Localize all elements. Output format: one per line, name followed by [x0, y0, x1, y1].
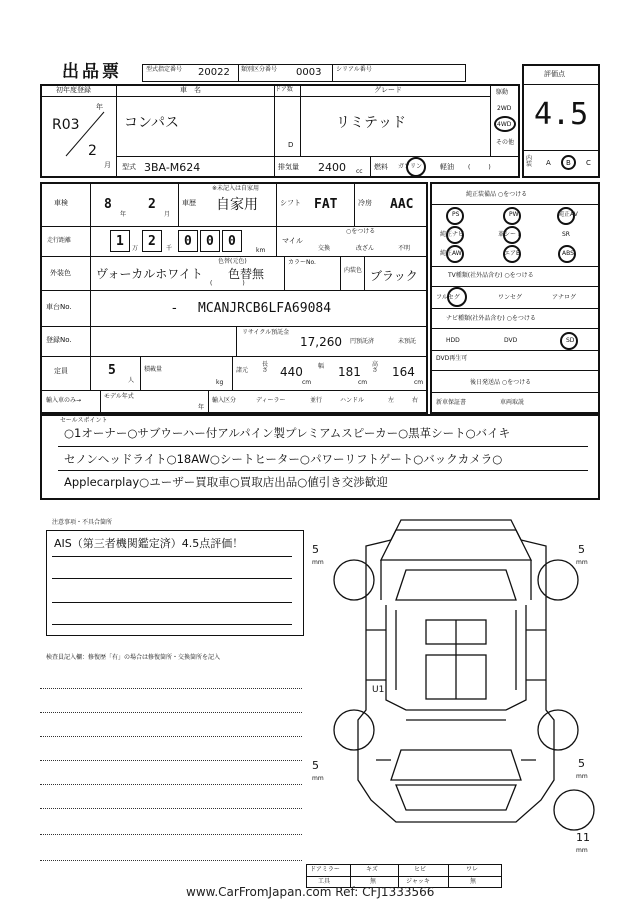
dims-label: 諸元 — [236, 367, 249, 374]
serial-label: シリアル番号 — [336, 66, 372, 73]
chassis-number: MCANJRCB6LFA69084 — [198, 301, 332, 316]
mileage-digit: 0 — [206, 234, 214, 249]
equip-abs: ABS — [562, 250, 574, 257]
equip-aw: 純正AW — [440, 250, 462, 257]
ac-label: 冷房 — [358, 199, 372, 207]
circle-note: ○をつける — [346, 228, 376, 235]
color-no-label: カラーNo. — [288, 259, 316, 266]
mm-unit: mm — [576, 773, 588, 780]
unknown-option: 不明 — [398, 245, 411, 252]
tv-oneseg: ワンセグ — [498, 294, 523, 301]
length-label: 長さ — [262, 361, 269, 374]
sales-line-2: セノンヘッドライト○18AW○シートヒーター○パワーリフトゲート○バックカメラ○ — [64, 452, 503, 466]
footer-crack: ヒビ — [414, 866, 427, 873]
interior-c: C — [586, 159, 591, 167]
color-paren: ( ) — [210, 280, 245, 287]
parallel-option: 並行 — [310, 397, 323, 404]
fuel-label: 燃料 — [374, 163, 388, 171]
navi-title: ナビ種類(社外品含む) ○をつける — [446, 315, 536, 322]
equip-airbag: エアB — [504, 250, 521, 257]
recycle-label: リサイクル預託金 — [242, 329, 290, 336]
inspection-box — [40, 182, 428, 414]
first-reg-month: 2 — [88, 143, 97, 159]
equip-airbag-circle — [503, 245, 521, 263]
dealer-option: ディーラー — [256, 397, 286, 404]
equip-ps: PS — [452, 211, 460, 218]
drive-other: その他 — [496, 139, 515, 146]
capacity-label: 定員 — [54, 367, 68, 375]
mileage-digit: 0 — [184, 234, 192, 249]
shaken-month-mark: 月 — [164, 211, 171, 218]
handle-right: 右 — [412, 397, 419, 404]
shaken-year: 8 — [104, 197, 112, 212]
shift-label: シフト — [280, 199, 301, 207]
grade: リミテッド — [336, 115, 406, 131]
equip-leather-circle — [503, 226, 521, 244]
interior-b: B — [566, 159, 571, 167]
score-value: 4.5 — [534, 97, 589, 132]
interior-color: ブラック — [370, 269, 418, 283]
handle-label: ハンドル — [340, 397, 365, 404]
history: 自家用 — [216, 197, 258, 213]
mile-label: マイル — [282, 237, 303, 245]
footer-tools-value: 無 — [370, 878, 377, 885]
footer-tools: 工具 — [318, 878, 331, 885]
capacity: 5 — [108, 363, 116, 378]
after-warranty: 新車保証書 — [436, 399, 467, 406]
history-note: ※未記入は自家用 — [212, 185, 260, 192]
interior-color-label: 内装色 — [344, 267, 363, 274]
model-year-mark: 年 — [198, 404, 205, 411]
category-value: 0003 — [296, 67, 322, 78]
footer-jack-value: 無 — [470, 878, 477, 885]
after-title: 後日発送品 ○をつける — [470, 379, 532, 386]
length: 440 — [280, 365, 303, 379]
equip-av-circle — [557, 207, 575, 225]
fuel-diesel: 軽油 — [440, 163, 454, 171]
equip-av: 純正AV — [558, 211, 578, 218]
fuel-gasoline: ガソリン — [398, 163, 423, 170]
mileage-digit: 1 — [116, 234, 124, 249]
import-type-label: 輸入区分 — [212, 397, 237, 404]
recycle-unit: 円預託済 — [350, 338, 375, 345]
after-manual: 車両取説 — [500, 399, 525, 406]
mm-unit: mm — [576, 847, 588, 854]
watermark: www.CarFromJapan.com Ref: CFJ1333566 — [186, 885, 435, 899]
navi-dvd: DVD — [504, 337, 518, 344]
damage-mark-u1: U1 — [372, 685, 385, 695]
first-reg-year: R03 — [52, 117, 80, 133]
displacement: 2400 — [318, 161, 346, 174]
footer-break: ワレ — [466, 866, 479, 873]
sales-line-3: Applecarplay○ユーザー買取車○買取店出品○値引き交渉歓迎 — [64, 475, 388, 489]
score-label: 評価点 — [544, 70, 565, 78]
tv-fullseg: フルセグ — [436, 294, 460, 301]
sen-unit: 千 — [166, 245, 173, 252]
equip-sr: SR — [562, 231, 570, 238]
navi-sd-circle — [560, 332, 578, 350]
width: 181 — [338, 365, 361, 379]
drive-label: 駆動 — [496, 89, 509, 96]
tire-depth-fr: 5 — [578, 543, 585, 556]
category-label: 類別区分番号 — [241, 66, 278, 73]
equipment-title: 純正装備品 ○をつける — [466, 191, 528, 198]
mileage-digit: 0 — [228, 234, 236, 249]
month-mark: 月 — [104, 161, 111, 169]
kg-unit: kg — [216, 379, 224, 386]
model: 3BA-M624 — [144, 161, 201, 174]
import-label: 輸入車のみ→ — [46, 397, 82, 404]
tv-title: TV種類(社外品含む) ○をつける — [448, 272, 534, 279]
recycle-amount: 17,260 — [300, 335, 342, 349]
equip-ps-circle — [446, 207, 464, 225]
shaken-month: 2 — [148, 197, 156, 212]
sales-label: セールスポイント — [60, 417, 108, 424]
width-label: 幅 — [318, 363, 325, 370]
man-unit: 万 — [132, 245, 139, 252]
model-year-label: モデル年式 — [104, 393, 134, 400]
equip-leather: 革シート — [498, 231, 523, 238]
notes-label: 注意事項・不具合箇所 — [52, 519, 113, 526]
tampered-option: 改ざん — [356, 245, 375, 252]
fuel-paren: ( ) — [468, 164, 491, 171]
reg-label: 登録No. — [46, 336, 72, 344]
interior-b-circle — [561, 155, 576, 170]
inspector-label: 検査員記入欄：修復歴「有」の場合は修復箇所・交換箇所を記入 — [46, 654, 221, 661]
tv-analog: アナログ — [552, 294, 577, 301]
exterior: ヴォーカルホワイト — [96, 267, 203, 281]
km-unit: km — [256, 247, 266, 254]
interior-a: A — [546, 159, 551, 167]
tire-depth-rr: 5 — [578, 757, 585, 770]
mm-unit: mm — [312, 775, 324, 782]
footer-jack: ジャッキ — [406, 878, 430, 885]
car-name-label: 車 名 — [180, 86, 201, 94]
footer-mirror: ドアミラー — [310, 866, 340, 873]
drive-2wd: 2WD — [497, 105, 512, 112]
height: 164 — [392, 365, 415, 379]
height-label: 高さ — [372, 361, 379, 374]
cm-unit: cm — [302, 379, 312, 386]
color-change-label: 色替(元色) — [218, 258, 247, 265]
tire-depth-fl: 5 — [312, 543, 319, 556]
load-label: 積載量 — [144, 366, 163, 373]
mm-unit: mm — [312, 559, 324, 566]
equip-navi-circle — [446, 226, 464, 244]
diagonal-slash — [60, 110, 110, 160]
fuel-gasoline-circle — [406, 157, 426, 177]
drive-4wd-circle — [494, 116, 516, 132]
interior-label: 内装 — [526, 155, 533, 168]
person-unit: 人 — [128, 377, 135, 384]
model-cert-value: 20022 — [198, 67, 230, 78]
tire-depth-rl: 5 — [312, 759, 319, 772]
history-label: 車歴 — [182, 199, 196, 207]
tv-fullseg-circle — [447, 287, 467, 307]
equip-navi: 純正ナビ — [440, 231, 465, 238]
equip-abs-circle — [558, 245, 576, 263]
chassis-dash: - — [172, 301, 177, 316]
tire-depth-spare: 11 — [576, 831, 590, 844]
grade-label: グレード — [374, 86, 402, 94]
equip-pw-circle — [503, 207, 521, 225]
navi-hdd: HDD — [446, 337, 460, 344]
mm-unit: mm — [576, 559, 588, 566]
exterior-label: 外装色 — [50, 269, 71, 277]
cm-unit: cm — [358, 379, 368, 386]
shaken-year-mark: 年 — [120, 211, 127, 218]
model-label: 型式 — [122, 163, 136, 171]
shaken-label: 車検 — [54, 199, 68, 207]
sales-line-1: ○1オーナー○サブウーハー付アルパイン製プレミアムスピーカー○黒革シート○バイキ — [64, 426, 511, 440]
drive-4wd: 4WD — [497, 121, 512, 128]
first-reg-label: 初年度登録 — [56, 86, 91, 94]
exchange-option: 交換 — [318, 245, 331, 252]
year-mark: 年 — [96, 103, 103, 111]
footer-scratch: キズ — [366, 866, 378, 873]
mileage-digit: 2 — [148, 234, 156, 249]
displacement-label: 排気量 — [278, 163, 299, 171]
chassis-label: 車台No. — [46, 303, 72, 311]
mileage-label: 走行距離 — [47, 237, 72, 244]
recycle-unpaid: 未預託 — [398, 338, 417, 345]
handle-left: 左 — [388, 397, 395, 404]
equip-aw-circle — [446, 245, 464, 263]
car-damage-diagram — [306, 510, 606, 858]
navi-sd: SD — [566, 337, 575, 344]
door-label: ドア数 — [275, 86, 293, 93]
notes-text: AIS（第三者機関鑑定済）4.5点評価！ — [54, 537, 244, 550]
cm-unit: cm — [414, 379, 424, 386]
model-cert-label: 型式指定番号 — [146, 66, 183, 73]
equip-pw: PW — [509, 211, 519, 218]
car-name: コンパス — [124, 115, 180, 131]
door-d: D — [288, 141, 294, 149]
cc-unit: cc — [356, 168, 363, 175]
form-title: 出品票 — [62, 62, 122, 82]
color-change: 色替無 — [228, 267, 265, 281]
ac: AAC — [390, 197, 414, 212]
shift: FAT — [314, 197, 338, 212]
dvd-play: DVD再生可 — [436, 355, 468, 362]
